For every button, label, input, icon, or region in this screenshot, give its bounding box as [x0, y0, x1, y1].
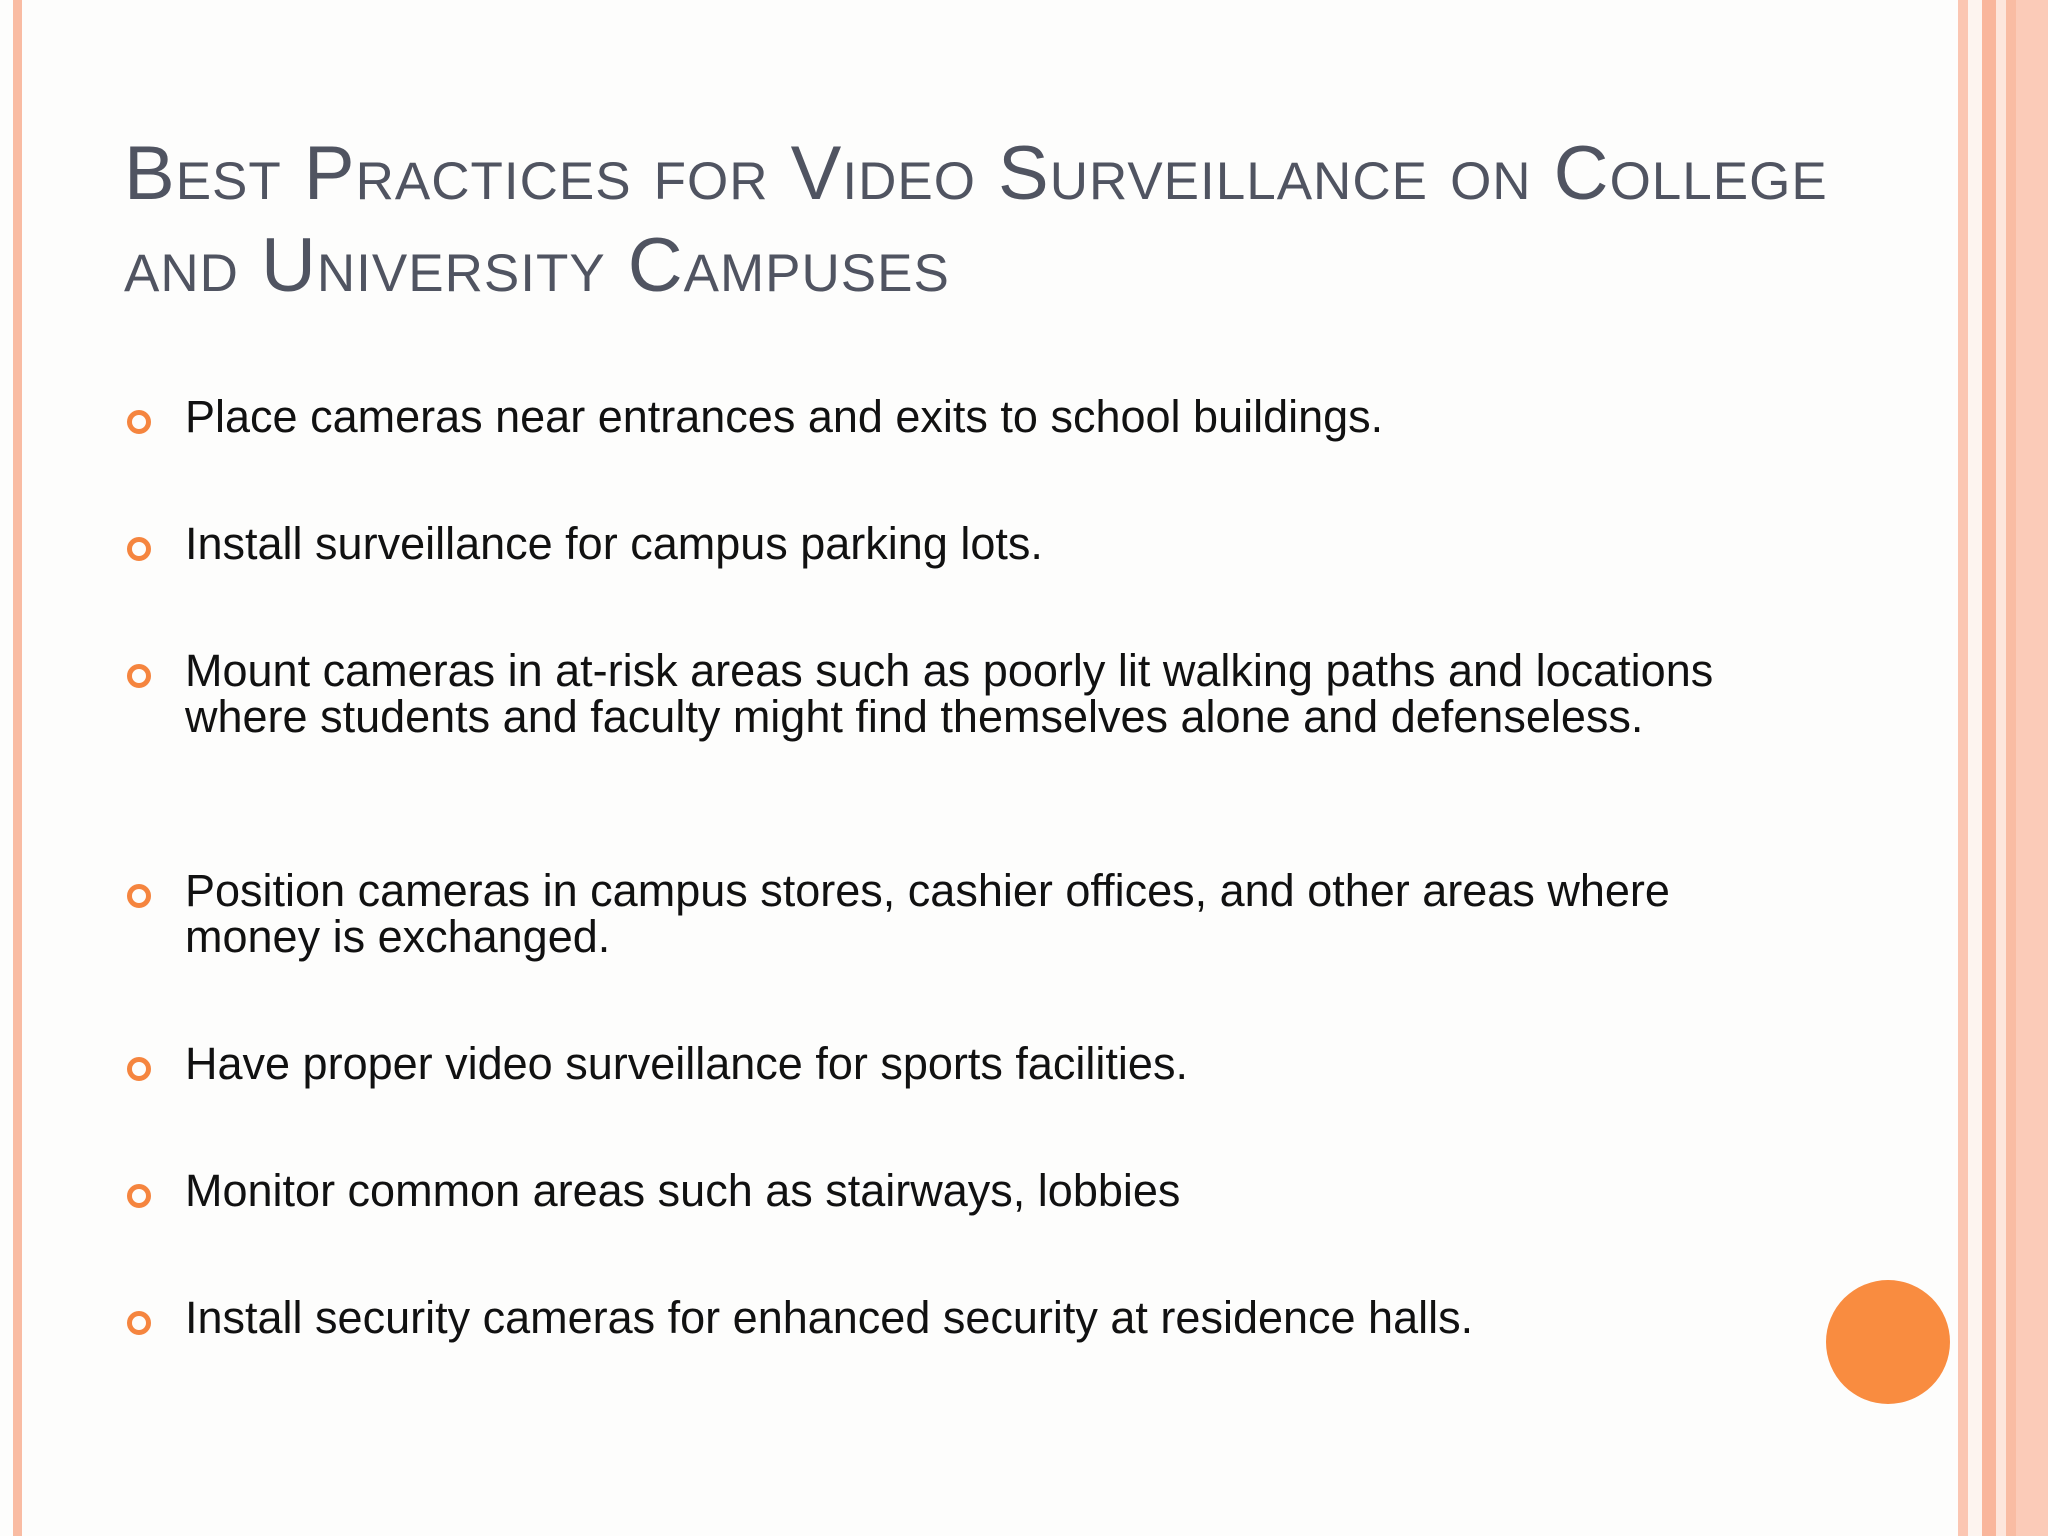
bullet-text: Position cameras in campus stores, cashier offices, and other areas where money is exchanged. — [185, 865, 1670, 962]
bullet-text: Install security cameras for enhanced security at residence halls. — [185, 1292, 1474, 1343]
left-border-stripe — [13, 0, 22, 1536]
hollow-circle-bullet-icon — [127, 664, 151, 688]
bullet-text: Monitor common areas such as stairways, lobbies — [185, 1165, 1181, 1216]
hollow-circle-bullet-icon — [127, 410, 151, 434]
bullet-text: Install surveillance for campus parking lots. — [185, 518, 1043, 569]
hollow-circle-bullet-icon — [127, 1184, 151, 1208]
hollow-circle-bullet-icon — [127, 1057, 151, 1081]
hollow-circle-bullet-icon — [127, 537, 151, 561]
right-border-band — [2006, 0, 2016, 1536]
right-border-band — [2016, 0, 2048, 1536]
bullet-text: Place cameras near entrances and exits to school buildings. — [185, 391, 1384, 442]
right-border-band — [1982, 0, 1996, 1536]
slide-title: Best Practices for Video Surveillance on College and University Campuses — [124, 131, 1828, 308]
hollow-circle-bullet-icon — [127, 884, 151, 908]
hollow-circle-bullet-icon — [127, 1311, 151, 1335]
right-border-band — [1968, 0, 1982, 1536]
right-border-band — [1996, 0, 2006, 1536]
bullet-text: Mount cameras in at-risk areas such as poorly lit walking paths and locations where students and faculty might find themselves alone and defenseless. — [185, 645, 1714, 742]
bullet-text: Have proper video surveillance for sports facilities. — [185, 1038, 1188, 1089]
right-border-band — [1958, 0, 1968, 1536]
orange-circle-decoration — [1826, 1280, 1950, 1404]
